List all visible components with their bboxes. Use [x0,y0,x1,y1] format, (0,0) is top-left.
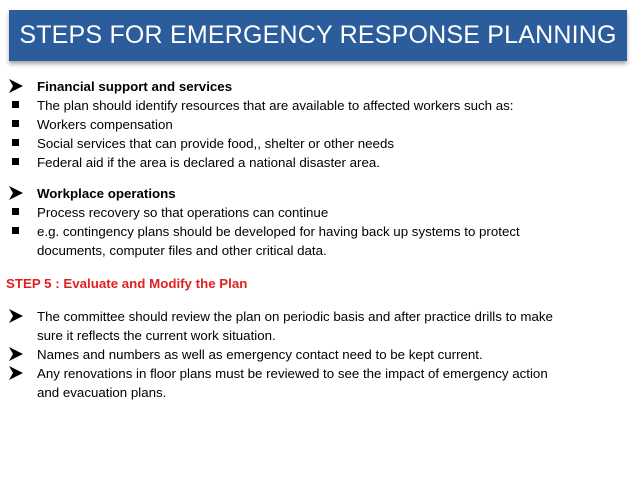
list-item-continuation [0,326,630,345]
list-item-text: and evacuation plans. [37,385,167,400]
list-item-text: documents, computer files and other critical data. [37,243,327,258]
list-item [0,153,630,172]
list-item-text: The plan should identify resources that are available to affected workers such as: [37,98,514,113]
list-item [0,115,630,134]
list-item-text: Names and numbers as well as emergency contact need to be kept current. [37,347,483,362]
list-item [0,134,630,153]
list-item-text: The committee should review the plan on periodic basis and after practice drills to make [37,309,553,324]
list-item-text: sure it reflects the current work situation. [37,328,276,343]
arrow-bullet-icon [5,364,25,383]
section-heading-text: Workplace operations [37,186,176,201]
list-item-text: Workers compensation [37,117,173,132]
slide-content [0,77,630,402]
section-heading-workplace [0,184,630,203]
list-item-text: Process recovery so that operations can continue [37,205,329,220]
list-item-text: Federal aid if the area is declared a national disaster area. [37,155,380,170]
arrow-bullet-icon [5,345,25,364]
arrow-bullet-icon [5,184,25,203]
list-item [0,345,630,364]
arrow-bullet-icon [5,77,25,96]
list-item-text: Any renovations in floor plans must be reviewed to see the impact of emergency action [37,366,548,381]
section-heading-text: Financial support and services [37,79,233,94]
title-bar [9,10,627,61]
list-item-continuation [0,383,630,402]
slide-title: STEPS FOR EMERGENCY RESPONSE PLANNING [19,21,617,49]
list-item-text: Social services that can provide food,, shelter or other needs [37,136,394,151]
square-bullet-icon [5,222,25,241]
list-item [0,307,630,326]
list-item [0,203,630,222]
step5-heading: STEP 5 : Evaluate and Modify the Plan [6,276,248,291]
square-bullet-icon [5,203,25,222]
square-bullet-icon [5,96,25,115]
list-item [0,364,630,383]
square-bullet-icon [5,153,25,172]
list-item [0,96,630,115]
section-heading-financial [0,77,630,96]
list-item-text: e.g. contingency plans should be developed for having back up systems to protect [37,224,520,239]
square-bullet-icon [5,134,25,153]
list-item-continuation [0,241,630,260]
square-bullet-icon [5,115,25,134]
list-item [0,222,630,241]
arrow-bullet-icon [5,307,25,326]
